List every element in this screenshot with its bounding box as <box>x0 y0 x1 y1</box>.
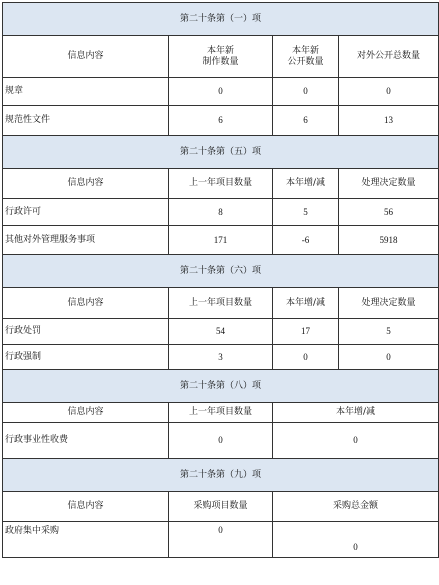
row-label: 行政许可 <box>3 199 169 226</box>
column-header-row <box>3 403 439 423</box>
column-header-item: 信息内容 <box>3 36 169 78</box>
section-title: 第二十条第（八）项 <box>3 370 439 403</box>
column-header-item: 信息内容 <box>3 403 169 423</box>
table-row <box>3 319 439 345</box>
cell-value: 54 <box>169 319 273 345</box>
section-header-row <box>3 459 439 492</box>
column-header-item: 信息内容 <box>3 169 169 199</box>
section-header-row <box>3 370 439 403</box>
section-title: 第二十条第（一）项 <box>3 3 439 36</box>
column-header-new-published: 本年新 公开数量 <box>273 36 339 78</box>
cell-value: 0 <box>273 423 439 459</box>
cell-value: 3 <box>169 345 273 370</box>
row-label: 行政事业性收费 <box>3 423 169 459</box>
cell-value: 8 <box>169 199 273 226</box>
cell-value: 6 <box>273 106 339 136</box>
section-title: 第二十条第（五）项 <box>3 136 439 169</box>
column-header-row <box>3 169 439 199</box>
cell-value: 0 <box>273 78 339 106</box>
table-row <box>3 345 439 370</box>
row-label: 其他对外管理服务事项 <box>3 226 169 255</box>
cell-value: 6 <box>169 106 273 136</box>
row-label: 行政强制 <box>3 345 169 370</box>
section-header-row <box>3 255 439 288</box>
column-header-row <box>3 36 439 78</box>
row-label: 行政处罚 <box>3 319 169 345</box>
cell-value: 0 <box>339 345 439 370</box>
cell-value: 0 <box>273 345 339 370</box>
cell-value: 17 <box>273 319 339 345</box>
cell-value: -6 <box>273 226 339 255</box>
column-header-decision-count: 处理决定数量 <box>339 288 439 319</box>
column-header-item: 信息内容 <box>3 492 169 522</box>
column-header-prev-year-count: 上一年项目数量 <box>169 403 273 423</box>
section-header-row <box>3 136 439 169</box>
column-header-change: 本年增/减 <box>273 169 339 199</box>
column-header-row <box>3 492 439 522</box>
column-header-prev-year-count: 上一年项目数量 <box>169 288 273 319</box>
cell-value: 0 <box>169 78 273 106</box>
column-header-decision-count: 处理决定数量 <box>339 169 439 199</box>
cell-value: 5 <box>339 319 439 345</box>
table-row <box>3 199 439 226</box>
cell-value: 5918 <box>339 226 439 255</box>
column-header-total-published: 对外公开总数量 <box>339 36 439 78</box>
column-header-purchase-count: 采购项目数量 <box>169 492 273 522</box>
section-title: 第二十条第（六）项 <box>3 255 439 288</box>
column-header-change: 本年增/减 <box>273 288 339 319</box>
section-header-row <box>3 3 439 36</box>
cell-value: 0 <box>273 522 439 558</box>
column-header-item: 信息内容 <box>3 288 169 319</box>
column-header-purchase-amount: 采购总金额 <box>273 492 439 522</box>
cell-value: 0 <box>169 423 273 459</box>
column-header-row <box>3 288 439 319</box>
column-header-prev-year-count: 上一年项目数量 <box>169 169 273 199</box>
column-header-new-made: 本年新 制作数量 <box>169 36 273 78</box>
table-row <box>3 106 439 136</box>
cell-value: 171 <box>169 226 273 255</box>
cell-value: 0 <box>339 78 439 106</box>
row-label: 规范性文件 <box>3 106 169 136</box>
column-header-change: 本年增/减 <box>273 403 439 423</box>
row-label: 规章 <box>3 78 169 106</box>
cell-value: 0 <box>169 522 273 558</box>
table-row <box>3 78 439 106</box>
cell-value: 56 <box>339 199 439 226</box>
section-title: 第二十条第（九）项 <box>3 459 439 492</box>
table-row <box>3 423 439 459</box>
row-label: 政府集中采购 <box>3 522 169 558</box>
table-row <box>3 522 439 558</box>
cell-value: 5 <box>273 199 339 226</box>
cell-value: 13 <box>339 106 439 136</box>
disclosure-table <box>2 2 439 558</box>
table-row <box>3 226 439 255</box>
